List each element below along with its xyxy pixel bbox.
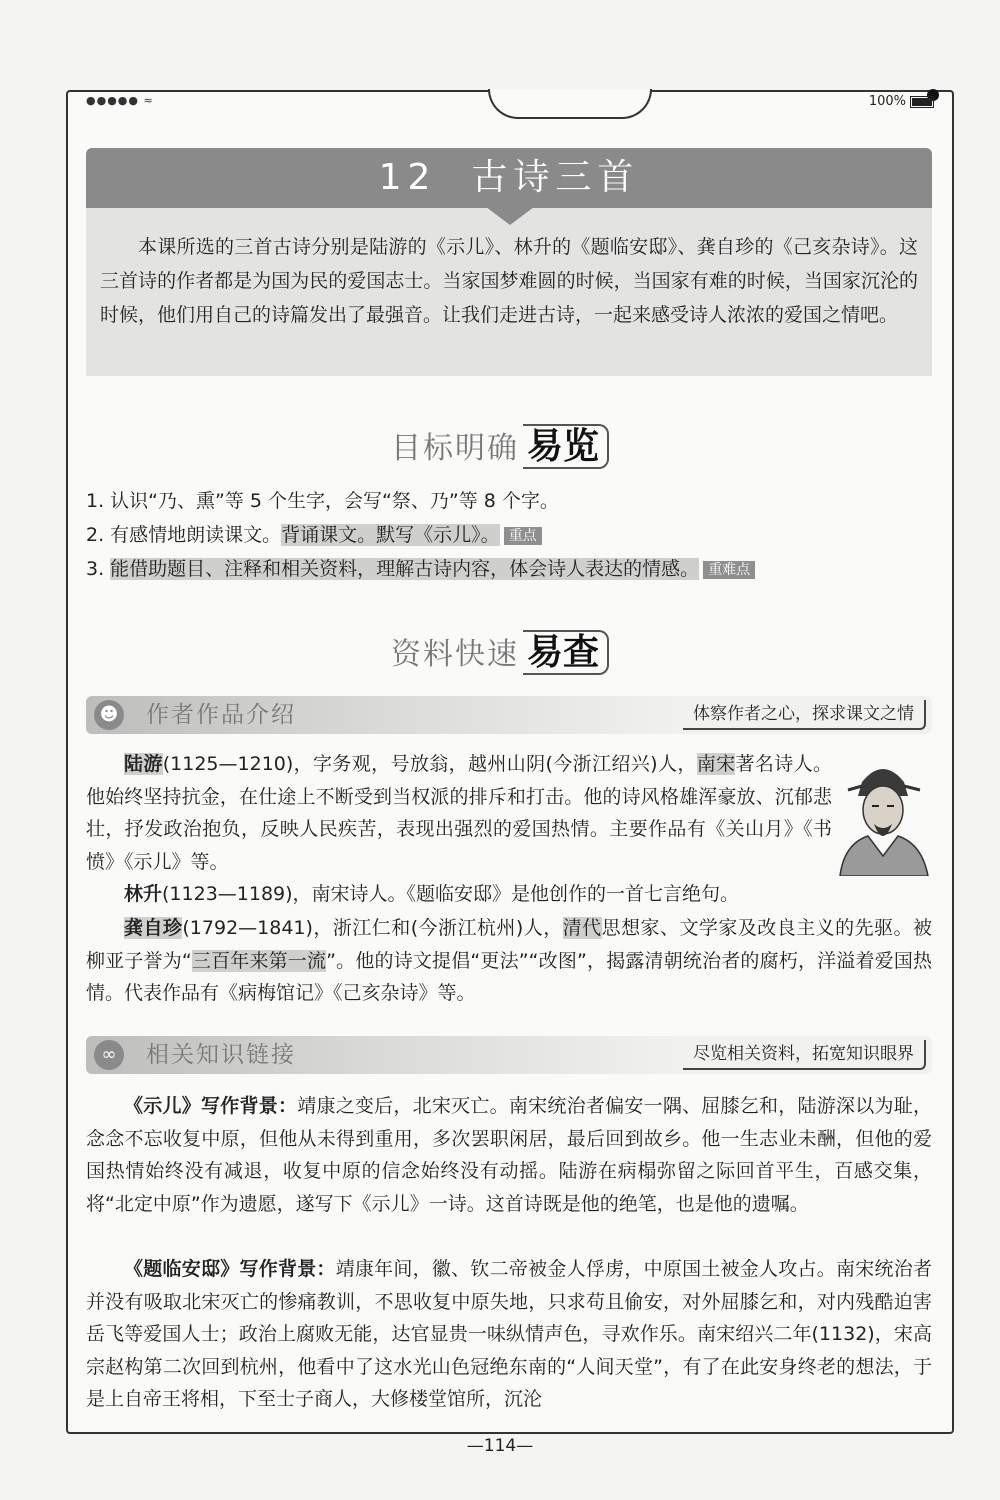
lesson-number: 12 — [378, 157, 437, 198]
background-text: 靖康之变后，北宋灭亡。南宋统治者偏安一隅、屈膝乞和，陆游深以为耻，念念不忘收复中原，但他从未得到重用，多次罢职闲居，最后回到故乡。他一生志业未酬，但他的爱国热情始终没有减退，收复中原的信念始终没有动摇。陆游在病榻弥留之际回首平生，百感交集，将“北定中原”作为遗愿，遂写下《示儿》一诗。这首诗既是他的绝笔，也是他的遗嘱。 — [86, 1095, 932, 1215]
lesson-title: 古诗三首 — [471, 157, 640, 198]
background-tilinanzhi — [86, 1253, 932, 1416]
goals-heading-bold: 易览 — [523, 424, 609, 469]
device-notch — [488, 89, 652, 119]
background-title: 《题临安邸》写作背景： — [124, 1258, 336, 1280]
authors-section-bar — [86, 696, 932, 734]
author-name: 林升 — [124, 883, 163, 905]
author-name: 龚自珍 — [124, 917, 183, 939]
goal-prefix: 3. — [86, 558, 111, 580]
knowledge-section-label: 相关知识链接 — [146, 1042, 296, 1068]
key-point-tag: 重点 — [504, 527, 542, 545]
author-gongzizhen — [86, 912, 932, 1010]
battery-indicator — [869, 94, 934, 109]
intro-box — [86, 208, 932, 376]
knowledge-section-bar — [86, 1036, 932, 1074]
intro-text: 本课所选的三首古诗分别是陆游的《示儿》、林升的《题临安邸》、龚自珍的《己亥杂诗》。这三首诗的作者都是为国为民的爱国志士。当家国梦难圆的时候，当国家有难的时候，当国家沉沦的时候，他们用自己的诗篇发出了最强音。让我们走进古诗，一起来感受诗人浓浓的爱国之情吧。 — [100, 236, 918, 326]
goal-prefix: 2. 有感情地朗读课文。 — [86, 524, 282, 546]
goal-highlight: 能借助题目、注释和相关资料，理解古诗内容，体会诗人表达的情感。 — [110, 558, 700, 580]
goal-item — [86, 552, 932, 586]
author-luyou — [86, 748, 832, 878]
page-number: —114— — [466, 1436, 534, 1456]
battery-text: 100% — [868, 94, 906, 109]
status-bar — [68, 92, 952, 114]
goals-list — [86, 484, 932, 586]
banner-arrow — [486, 207, 534, 225]
goal-highlight: 背诵课文。默写《示儿》。 — [281, 524, 500, 546]
goals-heading — [0, 418, 1000, 469]
resources-heading — [0, 624, 1000, 675]
author-highlight: 清代 — [562, 917, 602, 939]
author-text: (1792—1841)，浙江仁和(今浙江杭州)人， — [182, 917, 563, 939]
difficulty-tag: 重难点 — [703, 561, 755, 579]
author-paragraph — [86, 912, 932, 1010]
author-text: 思想家、文学家及改良主义的先驱。被柳亚子誉为“ — [86, 917, 932, 972]
author-linsheng — [86, 878, 932, 911]
goal-item — [86, 484, 932, 518]
author-highlight: 三百年来第一流 — [191, 949, 327, 972]
author-text: ”。他的诗文提倡“更法”“改图”，揭露清朝统治者的腐朽，洋溢着爱国热情。代表作品有《病梅馆记》《己亥杂诗》等。 — [86, 949, 933, 1004]
author-paragraph — [86, 878, 932, 911]
author-paragraph — [86, 748, 832, 878]
background-title: 《示儿》写作背景： — [124, 1095, 298, 1117]
background-text: 靖康年间，徽、钦二帝被金人俘虏，中原国土被金人攻占。南宋统治者并没有吸取北宋灭亡的惨痛教训，不思收复中原失地，只求苟且偷安，对外屈膝乞和，对内残酷迫害岳飞等爱国人士；政治上腐败无能，达官显贵一味纵情声色，寻欢作乐。南宋绍兴二年(1132)，宋高宗赵构第二次回到杭州，他看中了这水光山色冠绝东南的“人间天堂”，有了在此安身终老的想法，于是上自帝王将相，下至士子商人，大修楼堂馆所，沉沦 — [86, 1258, 932, 1410]
knowledge-section-motto: 尽览相关资料，拓宽知识眼界 — [683, 1040, 926, 1070]
resources-heading-plain: 资料快速 — [390, 637, 519, 672]
author-highlight: 南宋 — [696, 753, 736, 775]
background-shier — [86, 1090, 932, 1220]
author-name: 陆游 — [124, 753, 163, 775]
goals-heading-plain: 目标明确 — [390, 431, 519, 466]
link-icon: ∞ — [94, 1040, 124, 1070]
background-paragraph — [86, 1253, 932, 1416]
signal-icon: ●●●●● ≈ — [86, 94, 154, 107]
resources-heading-bold: 易查 — [523, 630, 609, 675]
luyou-portrait — [834, 752, 932, 876]
author-text: (1125—1210)，字务观，号放翁，越州山阴(今浙江绍兴)人， — [162, 753, 697, 775]
authors-section-motto: 体察作者之心，探求课文之情 — [683, 700, 926, 730]
author-text: (1123—1189)，南宋诗人。《题临安邸》是他创作的一首七言绝句。 — [162, 883, 740, 905]
battery-icon — [910, 96, 934, 108]
authors-section-label: 作者作品介绍 — [146, 702, 296, 728]
background-paragraph — [86, 1090, 932, 1220]
person-icon: ☻ — [94, 700, 124, 730]
goal-item — [86, 518, 932, 552]
author-text: 著名诗人。他始终坚持抗金，在仕途上不断受到当权派的排斥和打击。他的诗风格雄浑豪放、沉郁悲壮，抒发政治抱负，反映人民疾苦，表现出强烈的爱国热情。主要作品有《关山月》《书愤》《示儿》等。 — [86, 753, 832, 873]
goal-text: 1. 认识“乃、熏”等 5 个生字，会写“祭、乃”等 8 个字。 — [86, 490, 559, 512]
lesson-title-banner — [86, 148, 932, 208]
